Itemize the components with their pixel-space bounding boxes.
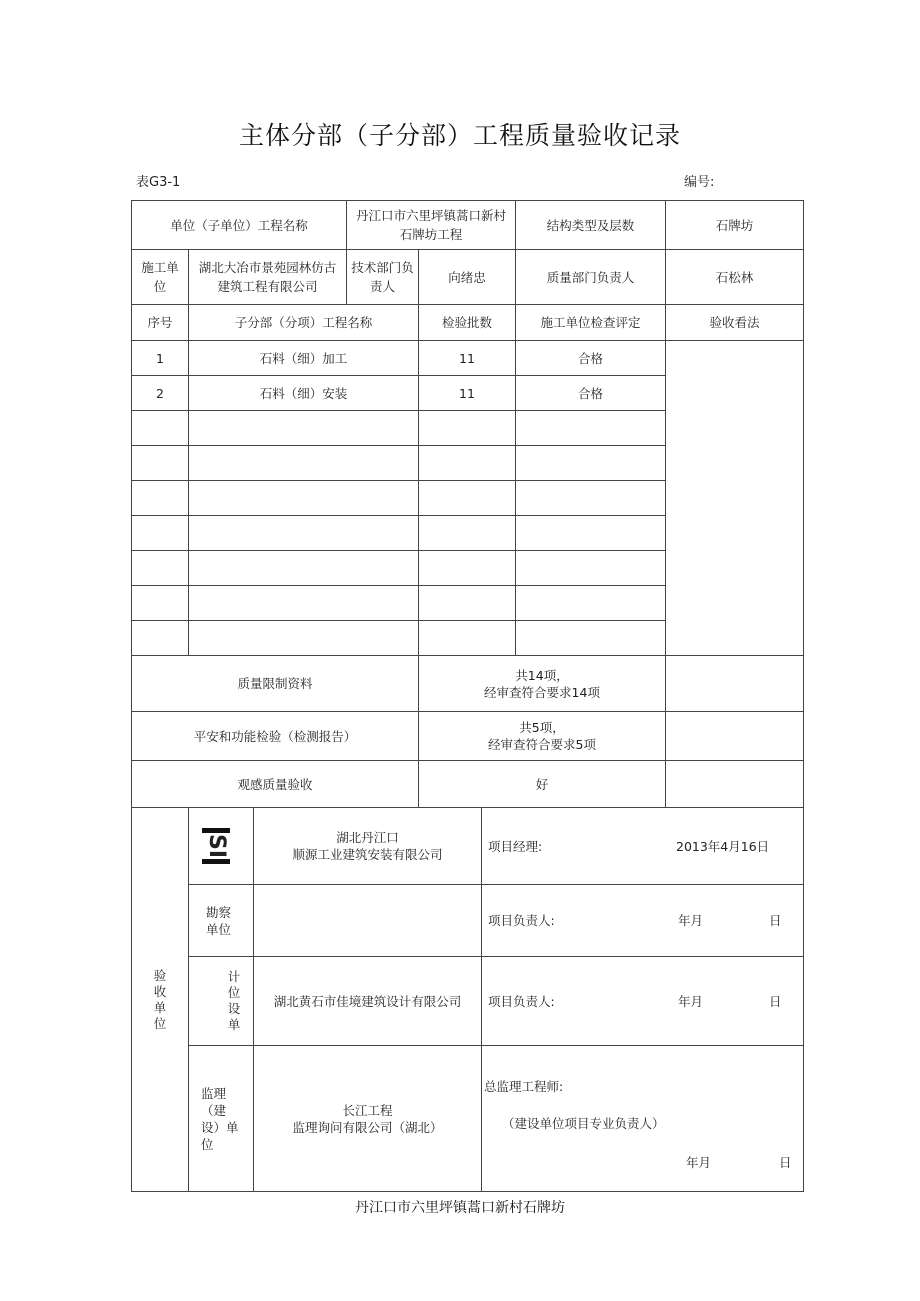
empty-cell bbox=[515, 550, 666, 586]
unit-name-value: 丹江口市六里坪镇蒿口新村石牌坊工程 bbox=[346, 200, 516, 250]
supervision-sign bbox=[481, 1045, 804, 1192]
form-code: 表G3-1 bbox=[136, 175, 181, 190]
construction-company-line1: 湖北丹江口 bbox=[336, 830, 399, 845]
supervision-date-ym: 年月 bbox=[686, 1155, 712, 1170]
tech-head-value: 向绪忠 bbox=[418, 249, 516, 305]
empty-cell bbox=[131, 515, 189, 551]
empty-cell bbox=[188, 445, 419, 481]
design-sign bbox=[481, 956, 804, 1046]
empty-cell bbox=[418, 410, 516, 446]
structure-label: 结构类型及层数 bbox=[515, 200, 666, 250]
empty-cell bbox=[188, 585, 419, 621]
quality-docs-opinion bbox=[665, 655, 804, 712]
empty-cell bbox=[131, 445, 189, 481]
empty-cell bbox=[418, 620, 516, 656]
empty-cell bbox=[188, 480, 419, 516]
quality-docs-line1: 共14项， bbox=[515, 667, 569, 683]
empty-cell bbox=[188, 410, 419, 446]
empty-cell bbox=[188, 515, 419, 551]
structure-value: 石牌坊 bbox=[665, 200, 804, 250]
design-label: 计位设单 bbox=[227, 969, 241, 1032]
safety-result bbox=[418, 711, 666, 761]
acceptance-group-label bbox=[131, 807, 189, 1192]
row-count: 11 bbox=[418, 375, 516, 411]
supervision-company bbox=[253, 1045, 482, 1192]
survey-sign bbox=[481, 884, 804, 957]
empty-cell bbox=[131, 550, 189, 586]
unit-name-label: 单位（子单位）工程名称 bbox=[131, 200, 347, 250]
safety-opinion bbox=[665, 711, 804, 761]
row-name: 石料（细）加工 bbox=[188, 340, 419, 376]
header-no: 序号 bbox=[131, 304, 189, 341]
design-label-cell bbox=[188, 956, 254, 1046]
safety-label: 平安和功能检验（检测报告） bbox=[131, 711, 419, 761]
empty-cell bbox=[418, 585, 516, 621]
stamp-text: SI bbox=[204, 833, 229, 859]
tech-head-label: 技术部门负责人 bbox=[346, 249, 419, 305]
header-count: 检验批数 bbox=[418, 304, 516, 341]
survey-label: 勘察单位 bbox=[206, 904, 232, 937]
construction-sign bbox=[481, 807, 804, 885]
row-count: 11 bbox=[418, 340, 516, 376]
row-no: 2 bbox=[131, 375, 189, 411]
supervision-sign-label: 总监理工程师: bbox=[484, 1079, 564, 1094]
supervision-label-line2: （建 bbox=[201, 1102, 227, 1118]
survey-sign-label: 项目负责人: bbox=[488, 913, 555, 928]
header-name: 子分部（分项）工程名称 bbox=[188, 304, 419, 341]
quality-docs-result bbox=[418, 655, 666, 712]
survey-date-d: 日 bbox=[769, 913, 782, 928]
survey-date-ym: 年月 bbox=[678, 913, 704, 928]
quality-docs-line2: 经审查符合要求14项 bbox=[484, 684, 600, 700]
survey-label-cell bbox=[188, 884, 254, 957]
empty-cell bbox=[515, 620, 666, 656]
header-opinion: 验收看法 bbox=[665, 304, 804, 341]
empty-cell bbox=[131, 620, 189, 656]
appearance-label: 观感质量验收 bbox=[131, 760, 419, 808]
construction-company bbox=[253, 807, 482, 885]
empty-cell bbox=[418, 515, 516, 551]
row-eval: 合格 bbox=[515, 375, 666, 411]
row-no: 1 bbox=[131, 340, 189, 376]
quality-head-label: 质量部门负责人 bbox=[515, 249, 666, 305]
empty-cell bbox=[418, 480, 516, 516]
empty-cell bbox=[188, 550, 419, 586]
construction-date: 2013年4月16日 bbox=[676, 838, 770, 854]
supervision-label-line4: 位 bbox=[201, 1136, 214, 1152]
construction-stamp bbox=[202, 826, 230, 866]
quality-docs-label: 质量限制资料 bbox=[131, 655, 419, 712]
design-date-d: 日 bbox=[769, 993, 782, 1009]
appearance-opinion bbox=[665, 760, 804, 808]
empty-cell bbox=[131, 585, 189, 621]
row-eval: 合格 bbox=[515, 340, 666, 376]
empty-cell bbox=[515, 410, 666, 446]
opinion-cell bbox=[665, 340, 804, 656]
contractor-label: 施工单位 bbox=[131, 249, 189, 305]
design-company: 湖北黄石市佳境建筑设计有限公司 bbox=[253, 956, 482, 1046]
supervision-company-line1: 长江工程 bbox=[342, 1102, 393, 1118]
empty-cell bbox=[131, 410, 189, 446]
safety-line2: 经审查符合要求5项 bbox=[488, 737, 596, 752]
empty-cell bbox=[515, 515, 666, 551]
page-title: 主体分部（子分部）工程质量验收记录 bbox=[238, 121, 681, 150]
supervision-sign-sub: （建设单位项目专业负责人） bbox=[502, 1116, 665, 1131]
quality-head-value: 石松林 bbox=[665, 249, 804, 305]
supervision-label-cell bbox=[188, 1045, 254, 1192]
header-eval: 施工单位检查评定 bbox=[515, 304, 666, 341]
contractor-value: 湖北大冶市景苑园林仿古建筑工程有限公司 bbox=[188, 249, 347, 305]
row-name: 石料（细）安装 bbox=[188, 375, 419, 411]
empty-cell bbox=[515, 585, 666, 621]
empty-cell bbox=[515, 445, 666, 481]
empty-cell bbox=[188, 620, 419, 656]
supervision-company-line2: 监理询问有限公司（湖北） bbox=[292, 1119, 443, 1135]
footer-caption: 丹江口市六里坪镇蒿口新村石牌坊 bbox=[355, 1200, 565, 1216]
serial-label: 编号: bbox=[684, 175, 715, 190]
empty-cell bbox=[418, 550, 516, 586]
design-date-ym: 年月 bbox=[678, 993, 704, 1009]
supervision-date-d: 日 bbox=[779, 1155, 792, 1170]
supervision-label-line1: 监理 bbox=[201, 1085, 227, 1101]
construction-sign-label: 项目经理: bbox=[488, 838, 543, 854]
safety-line1: 共5项， bbox=[519, 720, 565, 735]
survey-company bbox=[253, 884, 482, 957]
construction-company-line2: 顺源工业建筑安装有限公司 bbox=[292, 847, 443, 862]
acceptance-group-text: 验收单位 bbox=[153, 967, 167, 1031]
supervision-label-line3: 设）单 bbox=[201, 1119, 239, 1135]
empty-cell bbox=[131, 480, 189, 516]
empty-cell bbox=[515, 480, 666, 516]
design-sign-label: 项目负责人: bbox=[488, 993, 555, 1009]
appearance-value: 好 bbox=[418, 760, 666, 808]
empty-cell bbox=[418, 445, 516, 481]
